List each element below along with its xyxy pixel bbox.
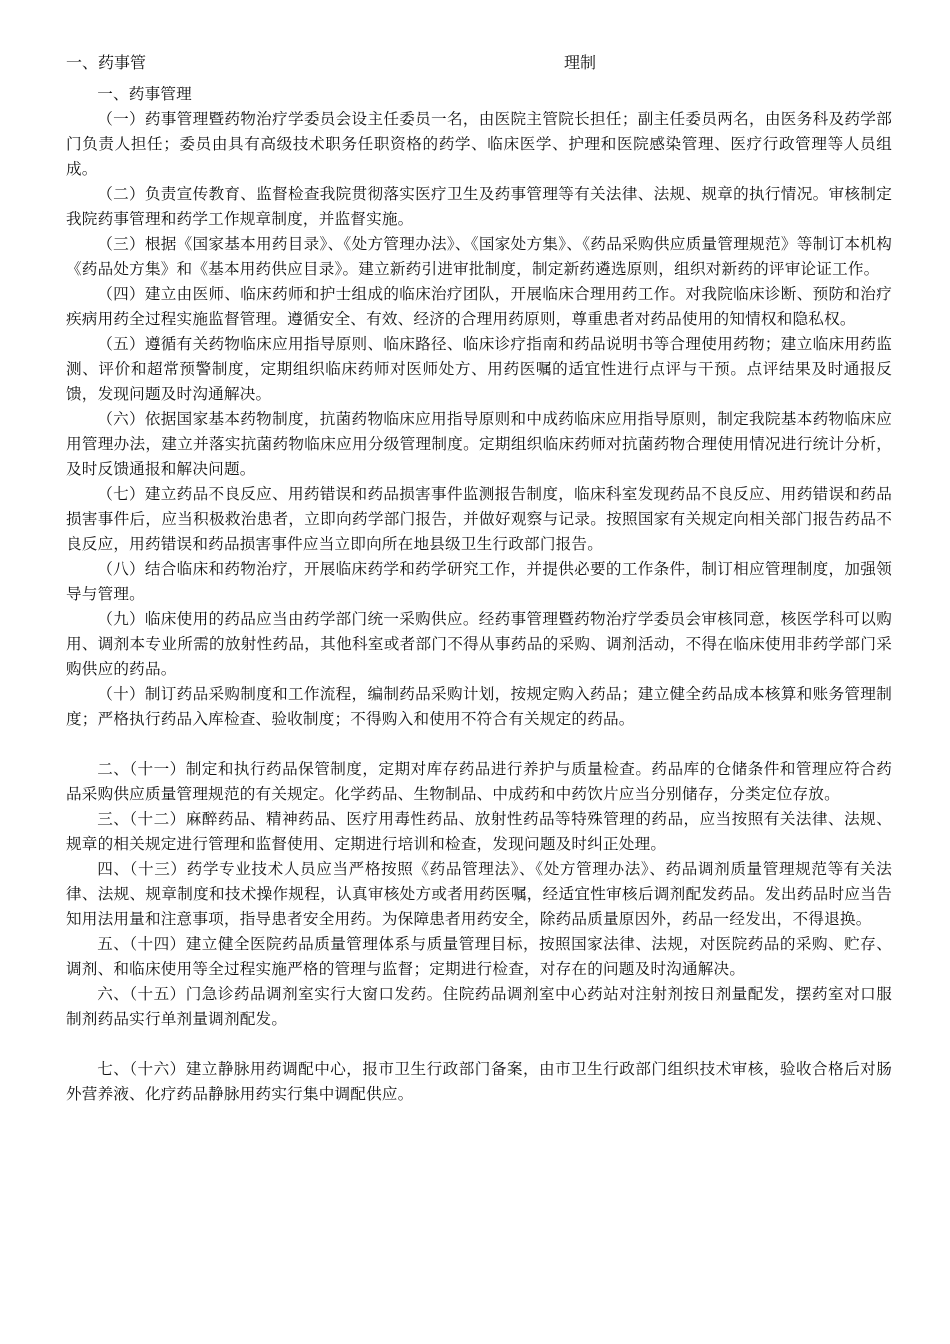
paragraph-item-3: （三）根据《国家基本用药目录》、《处方管理办法》、《国家处方集》、《药品采购供应质量管理规范》等制订本机构《药品处方集》和《基本用药供应目录》。建立新药引进审批制度，制定新药遴选原则，组织对新药的评审论证工作。 — [66, 235, 892, 278]
paragraph-item-12: 三、（十二）麻醉药品、精神药品、医疗用毒性药品、放射性药品等特殊管理的药品，应当按照有关法律、法规、规章的相关规定进行管理和监督使用、定期进行培训和检查，发现问题及时纠正处理。 — [66, 810, 892, 853]
paragraph-item-7: （七）建立药品不良反应、用药错误和药品损害事件监测报告制度，临床科室发现药品不良反应、用药错误和药品损害事件后，应当积极救治患者，立即向药学部门报告，并做好观察与记录。按照国家有关规定向相关部门报告药品不良反应，用药错误和药品损害事件应当立即向所在地县级卫生行政部门报告。 — [66, 485, 892, 553]
paragraph-item-15: 六、（十五）门急诊药品调剂室实行大窗口发药。住院药品调剂室中心药站对注射剂按日剂量配发，摆药室对口服制剂药品实行单剂量调剂配发。 — [66, 985, 892, 1028]
paragraph-item-4: （四）建立由医师、临床药师和护士组成的临床治疗团队，开展临床合理用药工作。对我院临床诊断、预防和治疗疾病用药全过程实施监督管理。遵循安全、有效、经济的合理用药原则，尊重患者对药品使用的知情权和隐私权。 — [66, 285, 892, 328]
paragraph-item-16: 七、（十六）建立静脉用药调配中心，报市卫生行政部门备案，由市卫生行政部门组织技术审核，验收合格后对肠外营养液、化疗药品静脉用药实行集中调配供应。 — [66, 1060, 892, 1103]
paragraph-item-10: （十）制订药品采购制度和工作流程，编制药品采购计划，按规定购入药品；建立健全药品成本核算和账务管理制度；严格执行药品入库检查、验收制度；不得购入和使用不符合有关规定的药品。 — [66, 685, 892, 728]
paragraph-item-5: （五）遵循有关药物临床应用指导原则、临床路径、临床诊疗指南和药品说明书等合理使用药物；建立临床用药监测、评价和超常预警制度，定期组织临床药师对医师处方、用药医嘱的适宜性进行点评与干预。点评结果及时通报反馈，发现问题及时沟通解决。 — [66, 335, 892, 403]
header-title-right: 理制 — [563, 53, 596, 72]
document-body — [66, 82, 892, 1107]
paragraph-item-9: （九）临床使用的药品应当由药学部门统一采购供应。经药事管理暨药物治疗学委员会审核同意，核医学科可以购用、调剂本专业所需的放射性药品，其他科室或者部门不得从事药品的采购、调剂活动，不得在临床使用非药学部门采购供应的药品。 — [66, 610, 892, 678]
paragraph-item-14: 五、（十四）建立健全医院药品质量管理体系与质量管理目标，按照国家法律、法规，对医院药品的采购、贮存、调剂、和临床使用等全过程实施严格的管理与监督；定期进行检查，对存在的问题及时沟通解决。 — [66, 935, 892, 978]
document-header — [66, 50, 596, 76]
paragraph-item-11: 二、（十一）制定和执行药品保管制度，定期对库存药品进行养护与质量检查。药品库的仓储条件和管理应符合药品采购供应质量管理规范的有关规定。化学药品、生物制品、中成药和中药饮片应当分别储存，分类定位存放。 — [66, 760, 892, 803]
section-heading: 一、药事管理 — [97, 85, 192, 103]
paragraph-item-6: （六）依据国家基本药物制度，抗菌药物临床应用指导原则和中成药临床应用指导原则，制定我院基本药物临床应用管理办法，建立并落实抗菌药物临床应用分级管理制度。定期组织临床药师对抗菌药物合理使用情况进行统计分析，及时反馈通报和解决问题。 — [66, 410, 892, 478]
header-title-left: 一、药事管 — [66, 53, 147, 72]
paragraph-item-2: （二）负责宣传教育、监督检查我院贯彻落实医疗卫生及药事管理等有关法律、法规、规章的执行情况。审核制定我院药事管理和药学工作规章制度，并监督实施。 — [66, 185, 892, 228]
paragraph-item-8: （八）结合临床和药物治疗，开展临床药学和药学研究工作，并提供必要的工作条件，制订相应管理制度，加强领导与管理。 — [66, 560, 892, 603]
paragraph-item-13: 四、（十三）药学专业技术人员应当严格按照《药品管理法》、《处方管理办法》、药品调剂质量管理规范等有关法律、法规、规章制度和技术操作规程，认真审核处方或者用药医嘱，经适宜性审核后调剂配发药品。发出药品时应当告知用法用量和注意事项，指导患者安全用药。为保障患者用药安全，除药品质量原因外，药品一经发出，不得退换。 — [66, 860, 892, 928]
paragraph-item-1: （一）药事管理暨药物治疗学委员会设主任委员一名，由医院主管院长担任；副主任委员两名，由医务科及药学部门负责人担任；委员由具有高级技术职务任职资格的药学、临床医学、护理和医院感染管理、医疗行政管理等人员组成。 — [66, 110, 892, 178]
